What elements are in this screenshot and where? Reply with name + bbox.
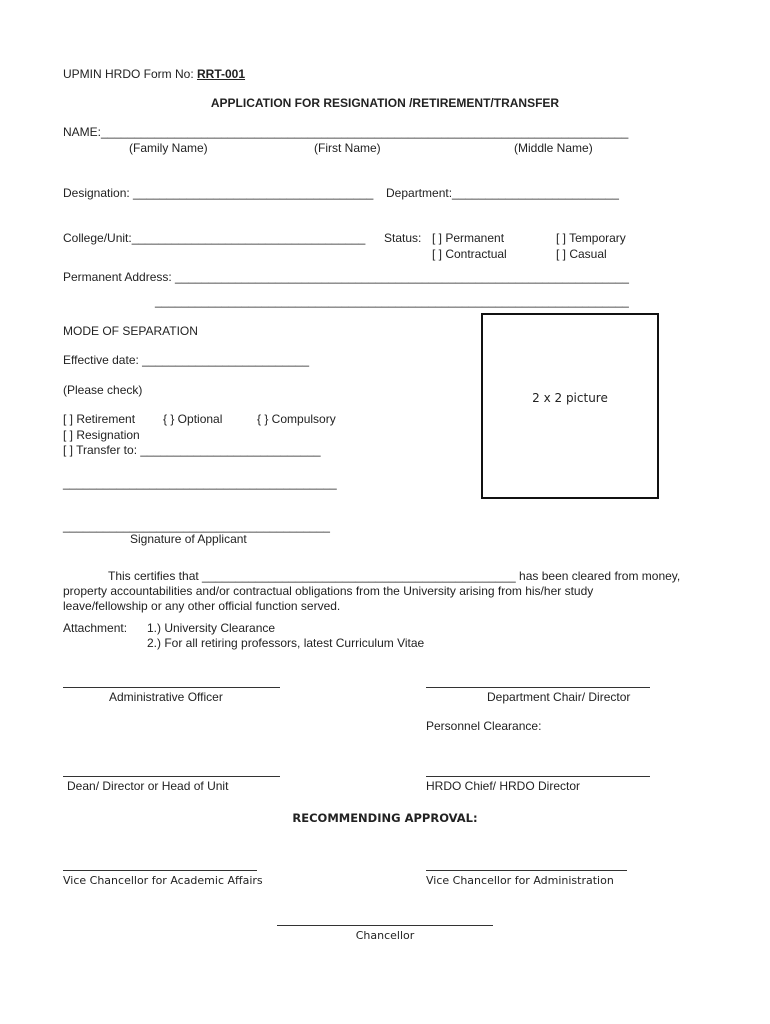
effective-date-field[interactable]: Effective date: _________________________ — [63, 353, 310, 367]
resignation-checkbox[interactable]: [ ] Resignation — [63, 428, 140, 442]
personnel-clearance-label: Personnel Clearance: — [426, 719, 542, 733]
form-number — [63, 67, 245, 81]
chancellor-signature-line[interactable] — [277, 925, 493, 926]
photo-box-label: 2 x 2 picture — [532, 391, 608, 405]
vc-academic-signature-line[interactable] — [63, 870, 257, 871]
status-contractual-checkbox[interactable]: [ ] Contractual — [432, 247, 507, 261]
middle-name-caption: (Middle Name) — [514, 141, 593, 155]
college-unit-field[interactable]: College/Unit:___________________________________ — [63, 231, 366, 245]
family-name-caption: (Family Name) — [129, 141, 208, 155]
status-label: Status: — [384, 231, 422, 245]
photo-box — [481, 313, 659, 499]
applicant-signature-line[interactable]: ________________________________________ — [63, 519, 330, 533]
first-name-caption: (First Name) — [314, 141, 381, 155]
certify-line-2: property accountabilities and/or contractual obligations from the University arising from his/her study — [63, 584, 594, 598]
transfer-extra-line[interactable]: _________________________________________ — [63, 476, 337, 490]
attachment-item-1: 1.) University Clearance — [147, 621, 276, 635]
admin-officer-label: Administrative Officer — [109, 690, 223, 704]
dept-chair-label: Department Chair/ Director — [487, 690, 631, 704]
name-field[interactable]: NAME:_______________________________________________________________________________ — [63, 125, 629, 139]
hrdo-chief-signature-line[interactable] — [426, 776, 650, 777]
vc-admin-signature-line[interactable] — [426, 870, 627, 871]
attachment-item-2: 2.) For all retiring professors, latest Curriculum Vitae — [147, 636, 425, 650]
hrdo-chief-label: HRDO Chief/ HRDO Director — [426, 779, 581, 793]
chancellor-label: Chancellor — [355, 929, 415, 942]
compulsory-checkbox[interactable]: { } Compulsory — [257, 412, 336, 426]
department-field[interactable]: Department:_________________________ — [386, 186, 619, 200]
certify-line-1: This certifies that _______________________________________________ has been cleared from money, — [108, 569, 681, 583]
optional-checkbox[interactable]: { } Optional — [163, 412, 223, 426]
vc-academic-label: Vice Chancellor for Academic Affairs — [63, 874, 263, 887]
applicant-signature-label: Signature of Applicant — [130, 532, 247, 546]
form-number-label: UPMIN HRDO Form No: — [63, 67, 198, 81]
retirement-checkbox[interactable]: [ ] Retirement — [63, 412, 136, 426]
vc-admin-label: Vice Chancellor for Administration — [426, 874, 614, 887]
status-temporary-checkbox[interactable]: [ ] Temporary — [556, 231, 626, 245]
form-number-value: RRT-001 — [197, 67, 246, 81]
dean-signature-line[interactable] — [63, 776, 280, 777]
form-title: APPLICATION FOR RESIGNATION /RETIREMENT/TRANSFER — [210, 96, 560, 110]
permanent-address-line2[interactable]: _______________________________________________________________________ — [155, 294, 629, 308]
designation-field[interactable]: Designation: ____________________________________ — [63, 186, 374, 200]
admin-officer-signature-line[interactable] — [63, 687, 280, 688]
permanent-address-field[interactable]: Permanent Address: ____________________________________________________________________ — [63, 270, 629, 284]
please-check-note: (Please check) — [63, 383, 143, 397]
dean-label: Dean/ Director or Head of Unit — [67, 779, 229, 793]
transfer-to-field[interactable]: [ ] Transfer to: ___________________________ — [63, 443, 321, 457]
status-casual-checkbox[interactable]: [ ] Casual — [556, 247, 607, 261]
attachment-label: Attachment: — [63, 621, 128, 635]
dept-chair-signature-line[interactable] — [426, 687, 650, 688]
status-permanent-checkbox[interactable]: [ ] Permanent — [432, 231, 505, 245]
recommending-approval-heading: RECOMMENDING APPROVAL: — [292, 811, 478, 825]
separation-heading: MODE OF SEPARATION — [63, 324, 198, 338]
certify-line-3: leave/fellowship or any other official function served. — [63, 599, 341, 613]
